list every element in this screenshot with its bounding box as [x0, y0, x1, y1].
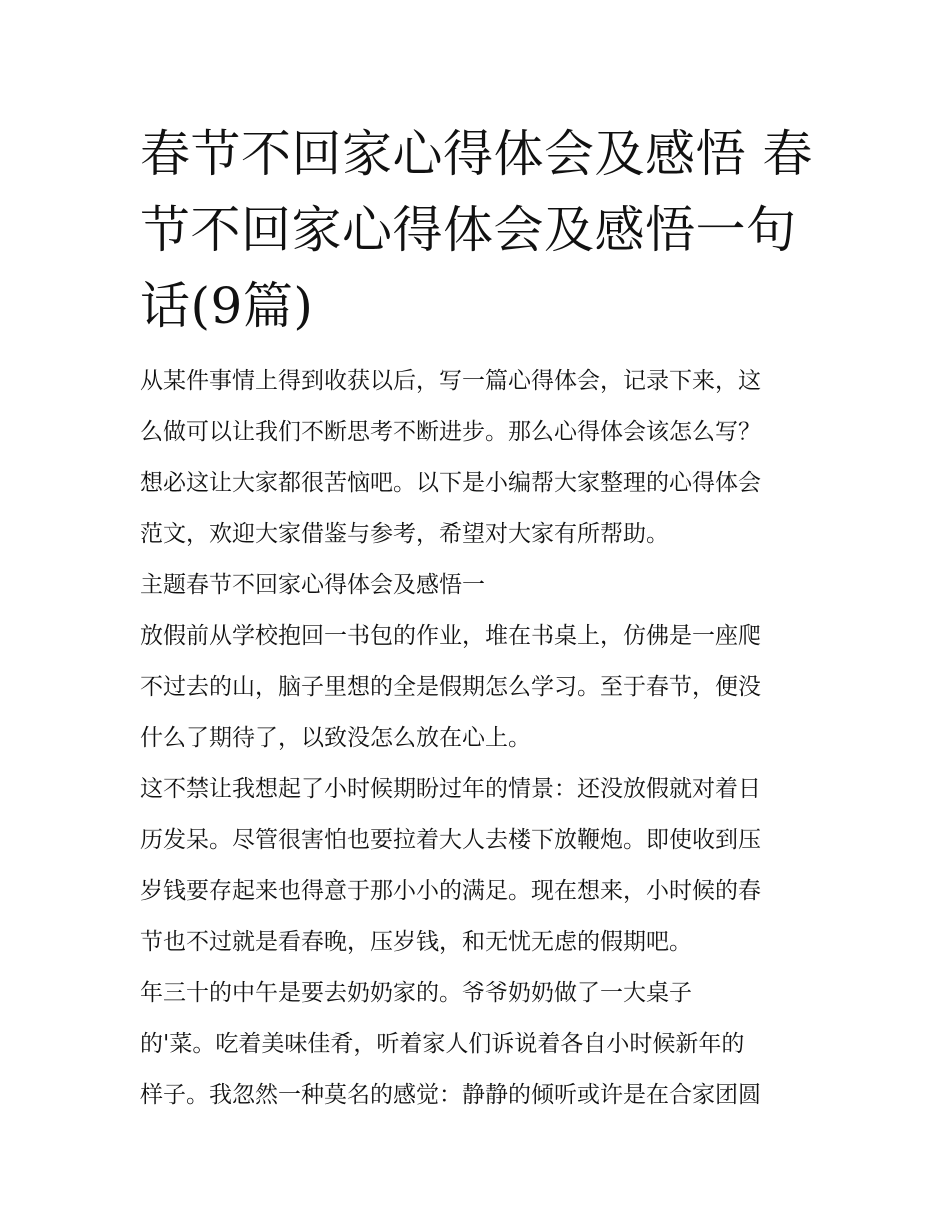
text-line: 放假前从学校抱回一书包的作业，堆在书桌上，仿佛是一座爬: [140, 623, 761, 649]
text-line: 样子。我忽然一种莫名的感觉：静静的倾听或许是在合家团圆: [140, 1082, 761, 1108]
text-line: 主题春节不回家心得体会及感悟一: [140, 572, 485, 598]
text-line: 什么了期待了，以致没怎么放在心上。: [140, 725, 531, 751]
text-line: 范文，欢迎大家借鉴与参考，希望对大家有所帮助。: [140, 521, 669, 547]
document-body: [140, 356, 816, 1121]
paragraph: [140, 611, 816, 764]
text-line: 想必这让大家都很苦恼吧。以下是小编帮大家整理的心得体会: [140, 470, 761, 496]
text-line: 节也不过就是看春晚，压岁钱，和无忧无虑的假期吧。: [140, 929, 692, 955]
text-line: 么做可以让我们不断思考不断进步。那么心得体会该怎么写？: [140, 419, 761, 445]
text-line: 从某件事情上得到收获以后，写一篇心得体会，记录下来，这: [140, 368, 761, 394]
text-line: 不过去的山，脑子里想的全是假期怎么学习。至于春节，便没: [140, 674, 761, 700]
text-line: 年三十的中午是要去奶奶家的。爷爷奶奶做了一大桌子: [140, 980, 692, 1006]
text-line: 历发呆。尽管很害怕也要拉着大人去楼下放鞭炮。即使收到压: [140, 827, 761, 853]
section-heading: [140, 560, 816, 611]
paragraph: [140, 764, 816, 968]
paragraph-intro: [140, 356, 816, 560]
text-line: 的'菜。吃着美味佳肴，听着家人们诉说着各自小时候新年的: [140, 1031, 745, 1057]
text-line: 岁钱要存起来也得意于那小小的满足。现在想来，小时候的春: [140, 878, 761, 904]
paragraph: [140, 968, 816, 1121]
document-title: 春节不回家心得体会及感悟 春节不回家心得体会及感悟一句话(9篇): [140, 125, 813, 335]
text-line: 这不禁让我想起了小时候期盼过年的情景：还没放假就对着日: [140, 776, 761, 802]
